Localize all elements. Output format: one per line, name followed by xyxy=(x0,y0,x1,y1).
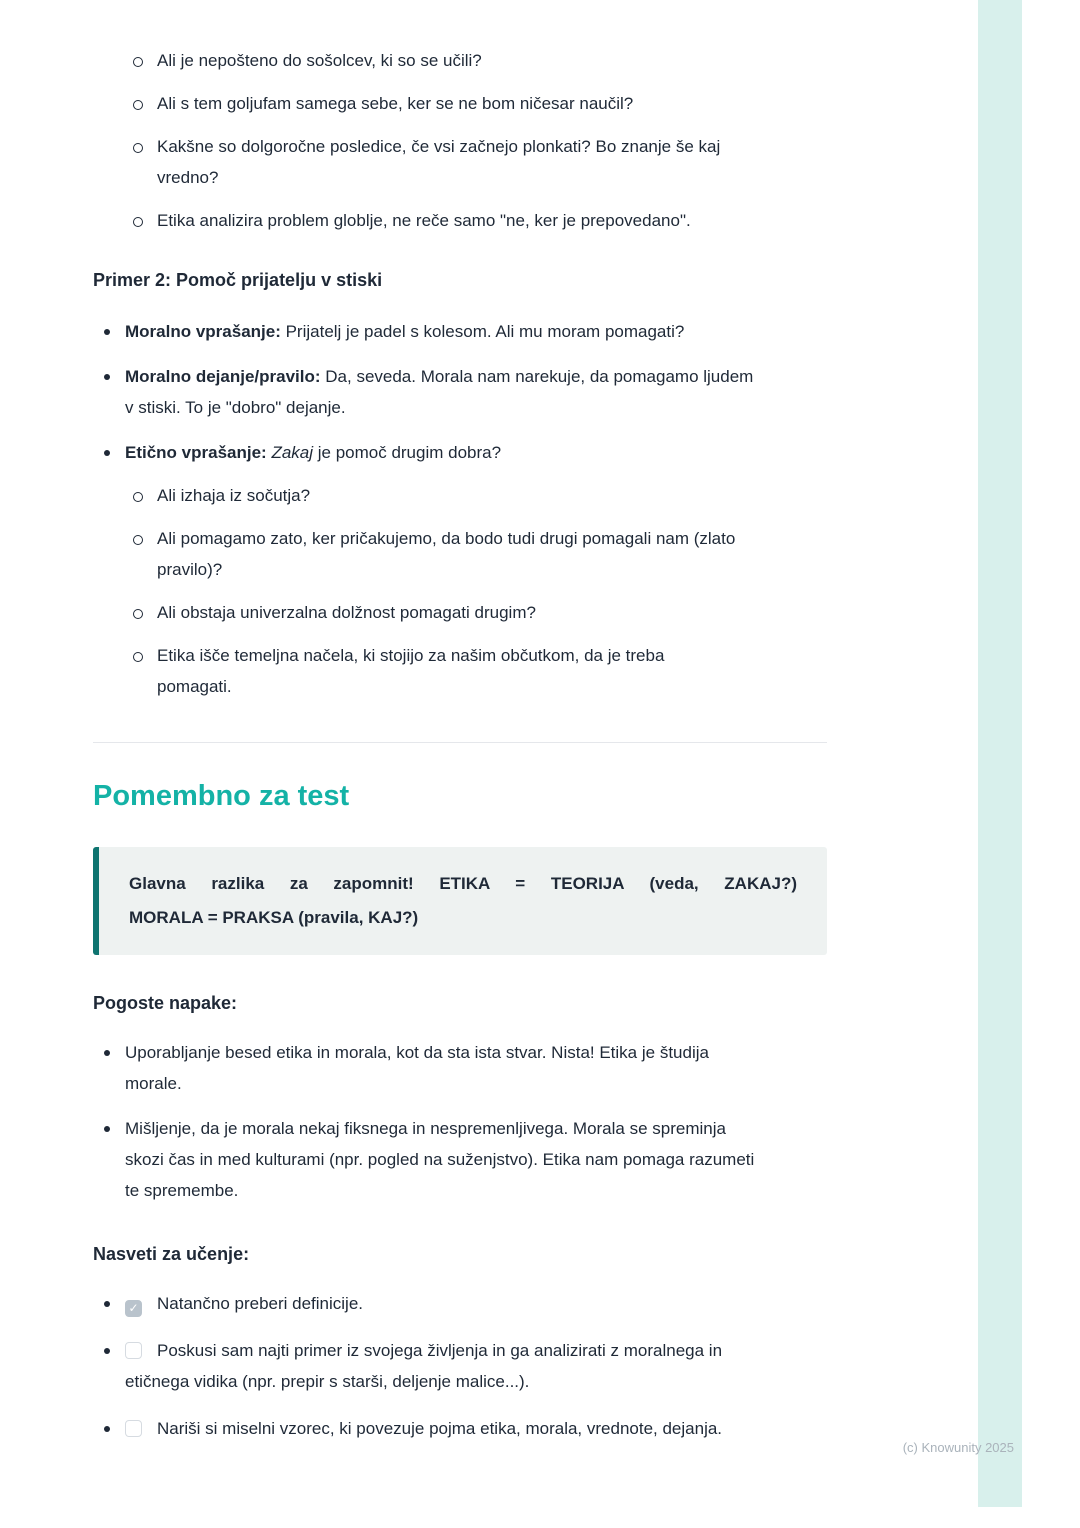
list-item xyxy=(125,480,742,511)
page-edge-stripe xyxy=(978,0,1022,1507)
list-item xyxy=(93,316,765,347)
list-item xyxy=(125,523,742,585)
todo-text: Natančno preberi definicije. xyxy=(157,1294,364,1313)
checkbox[interactable] xyxy=(125,1420,142,1437)
list-item-text: Ali pomagamo zato, ker pričakujemo, da bodo tudi drugi pomagali nam (zlato pravilo)? xyxy=(157,529,736,579)
list-item-text: je pomoč drugim dobra? xyxy=(313,443,502,462)
list-item-text: Ali obstaja univerzalna dolžnost pomagati drugim? xyxy=(157,603,536,622)
list-item-text: Ali je nepošteno do sošolcev, ki so se učili? xyxy=(157,51,482,70)
todo-item xyxy=(93,1288,765,1319)
list-item xyxy=(93,1037,765,1099)
list-item-text: Kakšne so dolgoročne posledice, če vsi začnejo plonkati? Bo znanje še kaj vredno? xyxy=(157,137,721,187)
list-item xyxy=(93,437,765,702)
todo-text: Poskusi sam najti primer iz svojega življenja in ga analizirati z moralnega in etičnega vidika (npr. prepir s starši, deljenje malice...). xyxy=(125,1341,723,1391)
todo-text: Nariši si miselni vzorec, ki povezuje pojma etika, morala, vrednote, dejanja. xyxy=(157,1419,723,1438)
list-item-text: Prijatelj je padel s kolesom. Ali mu moram pomagati? xyxy=(280,322,685,341)
list-item-term: Moralno vprašanje: xyxy=(125,322,281,341)
list-item xyxy=(93,131,742,193)
ethics-questions-list xyxy=(125,480,765,702)
list-item-text: Uporabljanje besed etika in morala, kot da sta ista stvar. Nista! Etika je študija morale. xyxy=(125,1043,709,1093)
list-item-text: Da, seveda. Morala nam narekuje, da pomagamo ljudem v stiski. To je "dobro" dejanje. xyxy=(125,367,754,417)
tips-heading: Nasveti za učenje: xyxy=(93,1244,250,1264)
list-item-text: Mišljenje, da je morala nekaj fiksnega in nespremenljivega. Morala se spreminja skozi čas in med kulturami (npr. pogled na suženjstvo). Etika nam pomaga razumeti te spremembe. xyxy=(125,1119,755,1200)
mistakes-heading: Pogoste napake: xyxy=(93,993,238,1013)
list-item xyxy=(125,640,742,702)
list-item-text: Ali s tem goljufam samega sebe, ker se ne bom ničesar naučil? xyxy=(157,94,634,113)
check-icon: ✓ xyxy=(128,1301,139,1315)
callout-text-line1: Glavna razlika za zapomnit! ETIKA = TEORIJA (veda, ZAKAJ?) xyxy=(129,874,797,893)
list-item xyxy=(93,1113,765,1206)
divider xyxy=(93,742,827,743)
list-item-term: Etično vprašanje: xyxy=(125,443,267,462)
primer2-list xyxy=(93,316,827,702)
key-difference-callout xyxy=(93,847,827,955)
mistakes-list xyxy=(93,1037,827,1206)
list-item xyxy=(125,597,742,628)
list-item xyxy=(93,45,742,76)
primer2-heading: Primer 2: Pomoč prijatelju v stiski xyxy=(93,270,383,290)
tips-checklist xyxy=(93,1288,827,1444)
list-item-text: Ali izhaja iz sočutja? xyxy=(157,486,311,505)
list-item xyxy=(93,205,742,236)
checkbox[interactable] xyxy=(125,1300,142,1317)
list-item-text: Etika analizira problem globlje, ne reče samo "ne, ker je prepovedano". xyxy=(157,211,691,230)
section-heading: Pomembno za test xyxy=(93,780,350,812)
list-item-term: Moralno dejanje/pravilo: xyxy=(125,367,321,386)
list-item xyxy=(93,88,742,119)
todo-item xyxy=(93,1413,765,1444)
list-item-text: Etika išče temeljna načela, ki stojijo za našim občutkom, da je treba pomagati. xyxy=(157,646,665,696)
todo-item xyxy=(93,1335,765,1397)
checkbox[interactable] xyxy=(125,1342,142,1359)
list-item xyxy=(93,361,765,423)
list-item-emphasis: Zakaj xyxy=(266,443,314,462)
cheating-questions-list xyxy=(93,45,827,236)
copyright-watermark: (c) Knowunity 2025 xyxy=(902,1440,1014,1455)
callout-text-line2: MORALA = PRAKSA (pravila, KAJ?) xyxy=(129,908,419,927)
